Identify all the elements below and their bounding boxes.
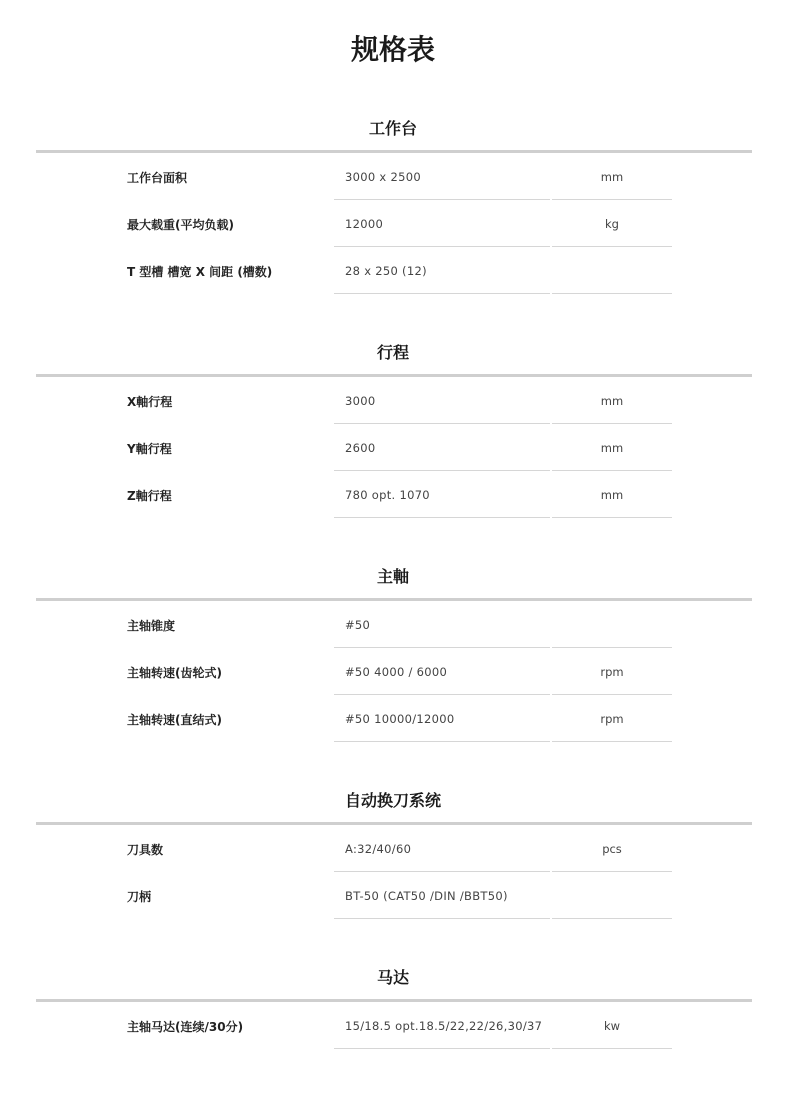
section-title: 主軸 <box>376 567 409 586</box>
spec-value: 2600 <box>345 441 376 455</box>
spec-unit: kg <box>605 217 619 231</box>
spec-unit: mm <box>600 488 624 502</box>
unit-underline <box>552 517 672 518</box>
spec-value: 12000 <box>345 217 384 231</box>
spec-row <box>0 825 800 872</box>
unit-underline <box>552 918 672 919</box>
spec-value: 28 x 250 (12) <box>345 264 427 278</box>
spec-row <box>0 200 800 247</box>
spec-value: 3000 x 2500 <box>345 170 421 184</box>
spec-row <box>0 1002 800 1049</box>
spec-unit: kw <box>603 1019 621 1033</box>
spec-value: #50 <box>345 618 371 632</box>
page-title: 规格表 <box>350 33 435 66</box>
section-title: 工作台 <box>368 119 417 138</box>
spec-unit: mm <box>600 170 624 184</box>
spec-value: 15/18.5 opt.18.5/22,22/26,30/37 <box>345 1019 543 1033</box>
spec-value: #50 4000 / 6000 <box>345 665 448 679</box>
spec-label: 主轴马达(连续/30分) <box>127 1020 244 1034</box>
spec-row <box>0 601 800 648</box>
spec-unit: rpm <box>600 712 624 726</box>
spec-label: 工作台面积 <box>127 171 188 185</box>
spec-label: 刀柄 <box>127 890 152 904</box>
unit-underline <box>552 1048 672 1049</box>
spec-row <box>0 471 800 518</box>
spec-unit: mm <box>600 394 624 408</box>
spec-label: 主轴转速(直结式) <box>127 713 222 727</box>
spec-row <box>0 377 800 424</box>
value-underline <box>334 293 550 294</box>
spec-row <box>0 424 800 471</box>
value-underline <box>334 517 550 518</box>
spec-row <box>0 695 800 742</box>
spec-label: T 型槽 槽宽 X 间距 (槽数) <box>127 265 273 279</box>
spec-label: X軸行程 <box>127 395 173 409</box>
section-title: 马达 <box>376 968 409 987</box>
spec-value: 780 opt. 1070 <box>345 488 430 502</box>
spec-row <box>0 247 800 294</box>
value-underline <box>334 918 550 919</box>
spec-unit: pcs <box>602 842 622 856</box>
spec-value: BT-50 (CAT50 /DIN /BBT50) <box>345 889 508 903</box>
spec-value: 3000 <box>345 394 376 408</box>
value-underline <box>334 1048 550 1049</box>
unit-underline <box>552 741 672 742</box>
spec-label: 主轴转速(齿轮式) <box>127 666 222 680</box>
spec-row <box>0 153 800 200</box>
spec-label: 主轴锥度 <box>127 619 176 633</box>
spec-label: Z軸行程 <box>127 489 172 503</box>
spec-row <box>0 872 800 919</box>
spec-label: 刀具数 <box>127 843 164 857</box>
spec-label: 最大载重(平均负载) <box>127 218 234 232</box>
spec-value: A:32/40/60 <box>345 842 412 856</box>
spec-unit: mm <box>600 441 624 455</box>
spec-unit: rpm <box>600 665 624 679</box>
section-title: 行程 <box>376 343 409 362</box>
spec-row <box>0 648 800 695</box>
spec-label: Y軸行程 <box>127 442 172 456</box>
value-underline <box>334 741 550 742</box>
unit-underline <box>552 293 672 294</box>
section-title: 自动换刀系统 <box>344 791 441 810</box>
spec-value: #50 10000/12000 <box>345 712 455 726</box>
